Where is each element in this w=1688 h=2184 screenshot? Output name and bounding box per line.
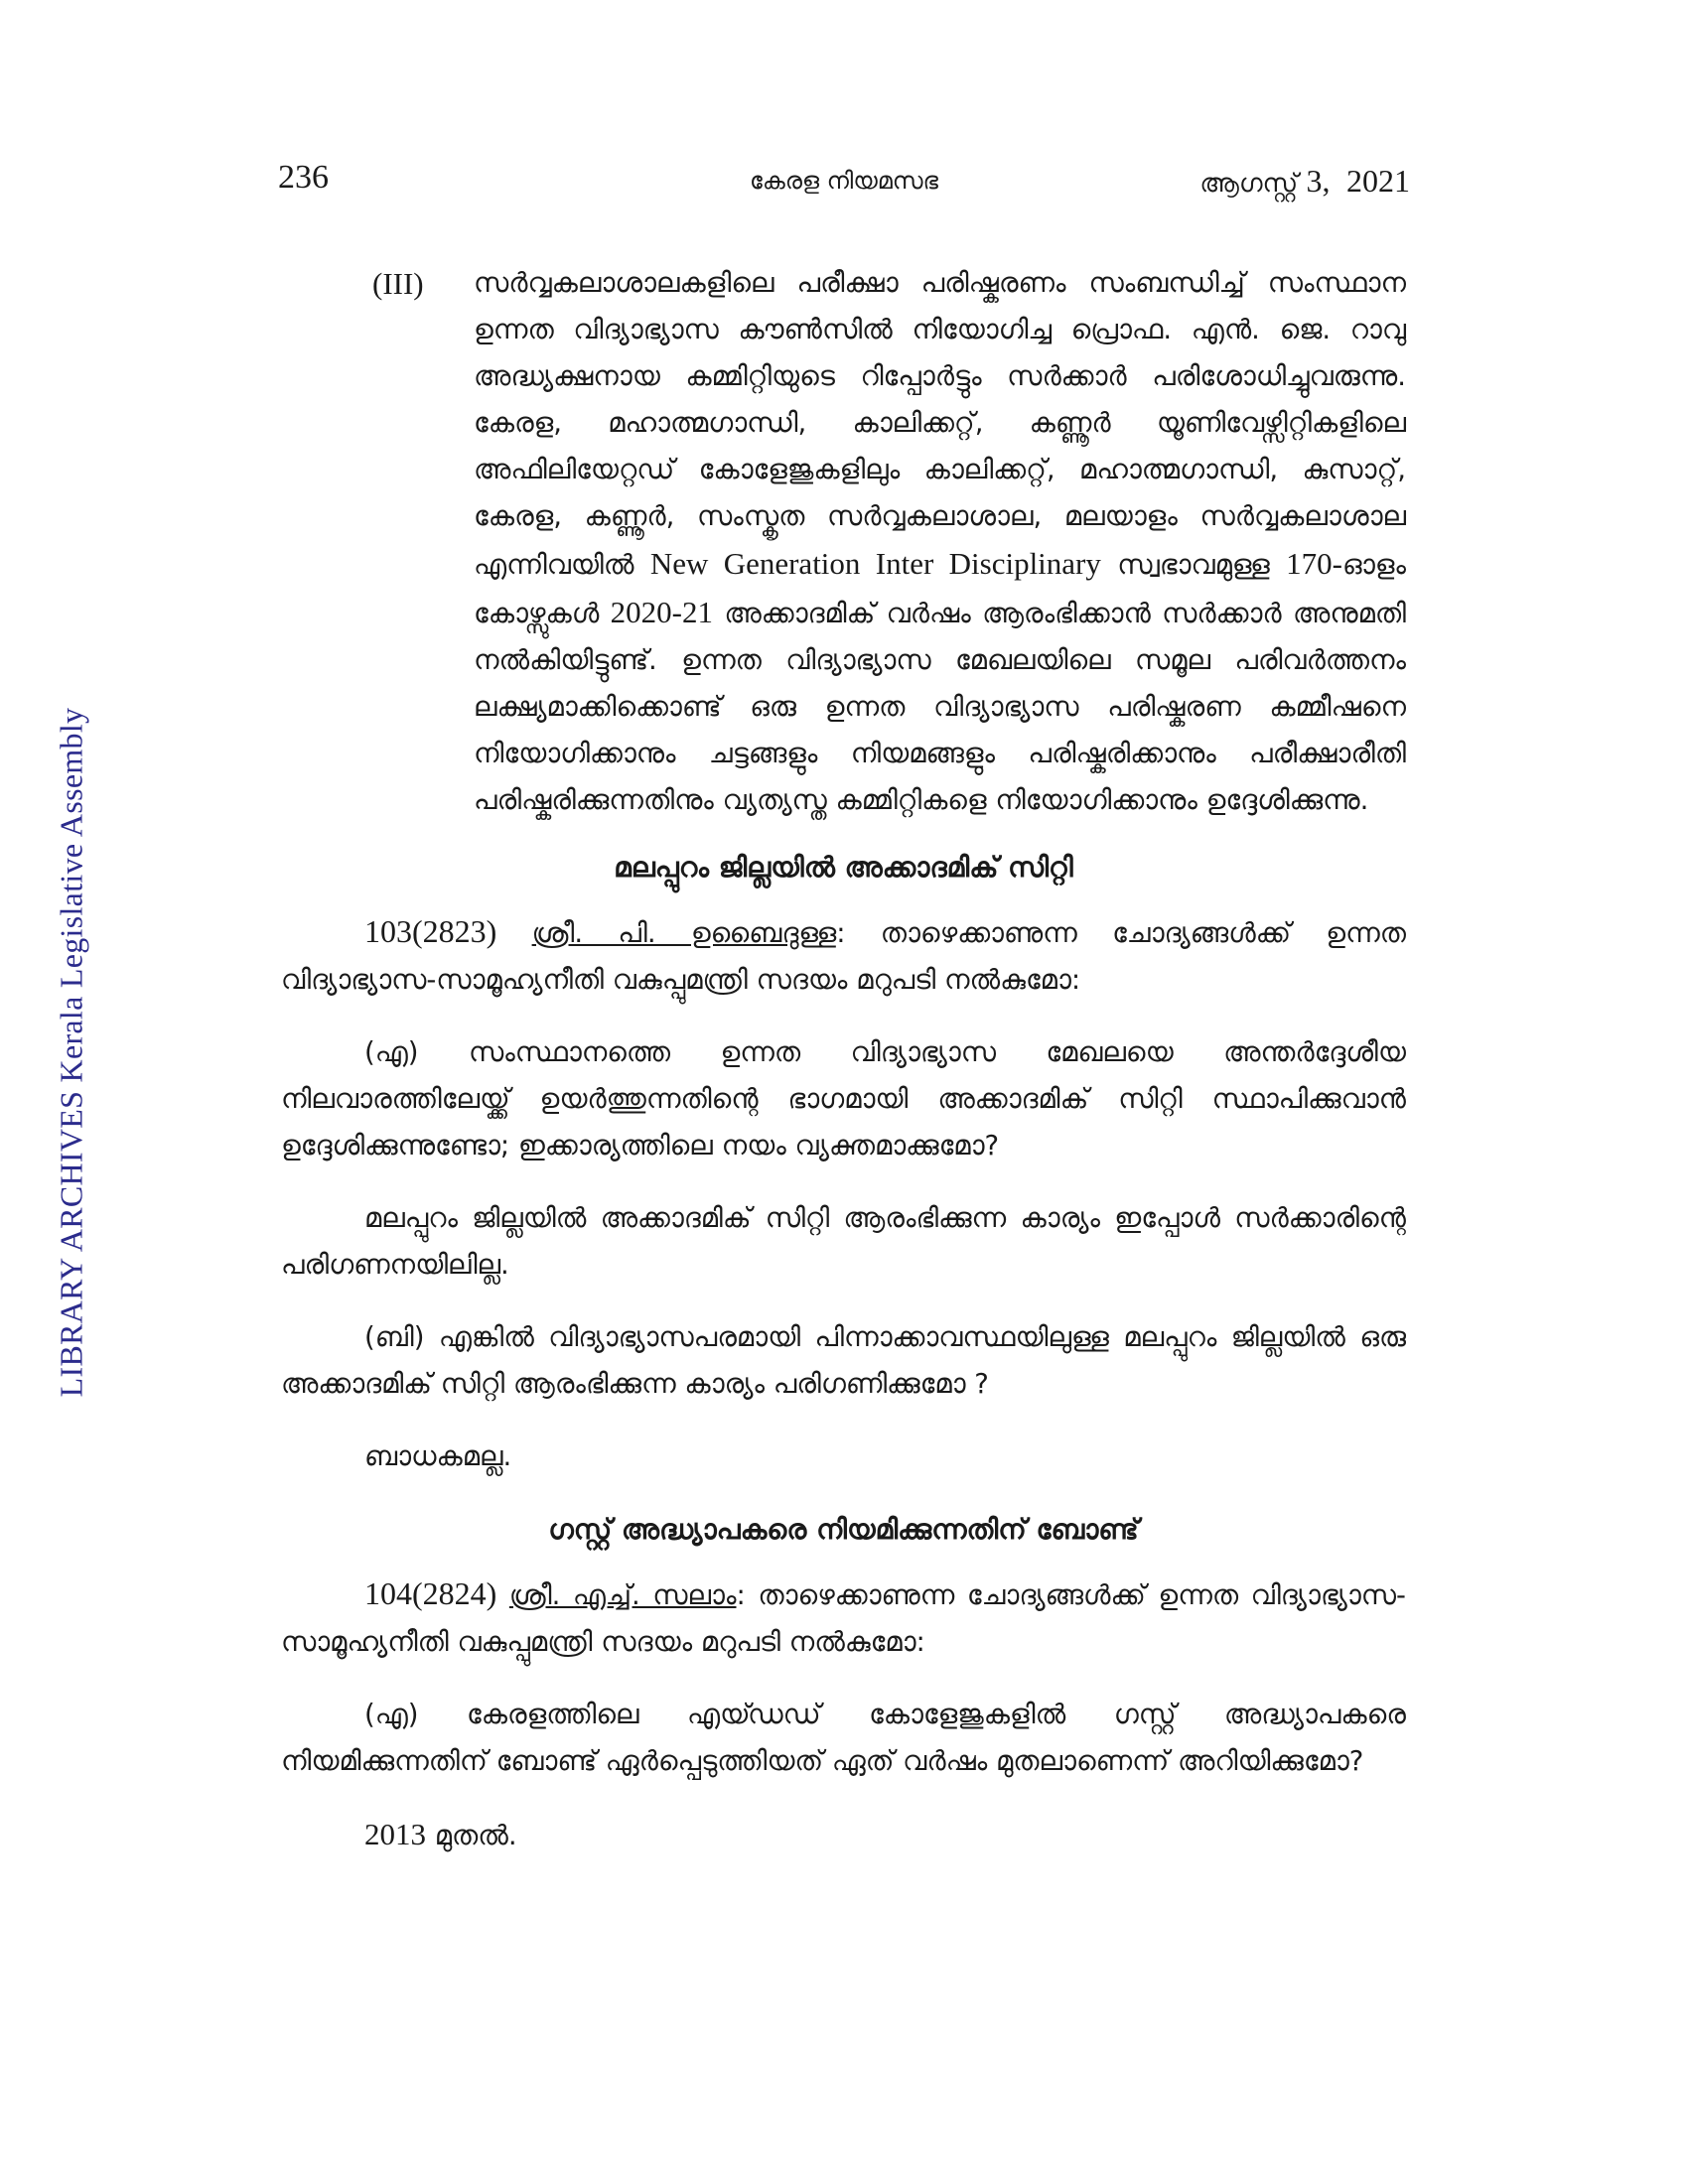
section-heading: ഗസ്റ്റ് അദ്ധ്യാപകരെ നിയമിക്കുന്നതിന് ബോണ്ട് (548, 1513, 1139, 1546)
answer-a: മലപ്പുറം ജില്ലയിൽ അക്കാദമിക് സിറ്റി ആരംഭിക്കുന്ന കാര്യം ഇപ്പോൾ സർക്കാരിന്റെ പരിഗണനയിലില്ല. (281, 1202, 1406, 1281)
question-intro-text: : താഴെക്കാണുന്ന ചോദ്യങ്ങൾക്ക് ഉന്നത വിദ്യാഭ്യാസ-സാമൂഹ്യനീതി വകുപ്പുമന്ത്രി സദയം മറുപടി നൽകുമോ: (281, 917, 1406, 996)
page-body (281, 260, 1406, 1885)
question-intro (281, 908, 1406, 1004)
item-text-latin: New Generation Inter Disciplinary (649, 546, 1101, 581)
date-day: 3, (1306, 163, 1331, 199)
page-number: 236 (278, 159, 329, 196)
answer-year: 2013 (364, 1817, 426, 1851)
page-header-date (1199, 163, 1410, 200)
member-name: ശ്രീ. പി. ഉബൈദുള്ള (531, 917, 837, 949)
question-number: 104(2824) (364, 1575, 497, 1611)
section-heading: മലപ്പുറം ജില്ലയിൽ അക്കാദമിക് സിറ്റി (614, 851, 1073, 884)
question-number: 103(2823) (364, 913, 497, 949)
answer-a (281, 1811, 1406, 1859)
answer-text: മുതൽ. (434, 1820, 517, 1851)
item-text-part: സ്വഭാവമുള്ള (1117, 549, 1270, 581)
question-intro (281, 1570, 1406, 1666)
member-name: ശ്രീ. എച്ച്. സലാം (508, 1579, 737, 1611)
item-text-part: അക്കാദമിക് വർഷം ആരംഭിക്കാൻ സർക്കാർ അനുമതി നൽകിയിട്ടുണ്ട്. ഉന്നത വിദ്യാഭ്യാസ മേഖലയിലെ സമൂല പരിവർത്തനം ലക്ഷ്യമാക്കിക്കൊണ്ട് ഒരു ഉന്നത വിദ്യാഭ്യാസ പരിഷ്കരണ കമ്മീഷനെ നിയോഗിക്കാനും ചട്ടങ്ങളും നിയമങ്ങളും പരിഷ്കരിക്കാനും പരീക്ഷാരീതി പരിഷ്കരിക്കുന്നതിനും വ്യത്യസ്ത കമ്മിറ്റികളെ നിയോഗിക്കാനും ഉദ്ദേശിക്കുന്നു. (474, 598, 1406, 816)
question-a: (എ) കേരളത്തിലെ എയ്ഡഡ് കോളേജുകളിൽ ഗസ്റ്റ് അദ്ധ്യാപകരെ നിയമിക്കുന്നതിന് ബോണ്ട് ഏർപ്പെടുത്തിയത് ഏത് വർഷം മുതലാണെന്ന് അറിയിക്കുമോ? (281, 1699, 1406, 1777)
answer-b: ബാധകമല്ല. (364, 1440, 512, 1472)
date-month: ആഗസ്റ്റ് (1199, 169, 1299, 199)
item-text (474, 260, 1406, 824)
archive-watermark: LIBRARY ARCHIVES Kerala Legislative Assembly (53, 707, 89, 1398)
item-label: (III) (372, 266, 424, 301)
item-text-number: 170- (1286, 546, 1342, 581)
question-b: (ബി) എങ്കിൽ വിദ്യാഭ്യാസപരമായി പിന്നാക്കാവസ്ഥയിലുള്ള മലപ്പുറം ജില്ലയിൽ ഒരു അക്കാദമിക് സിറ്റി ആരംഭിക്കുന്ന കാര്യം പരിഗണിക്കുമോ ? (281, 1321, 1406, 1400)
item-text-part: സർവ്വകലാശാലകളിലെ പരീക്ഷാ പരിഷ്കരണം സംബന്ധിച്ച് സംസ്ഥാന ഉന്നത വിദ്യാഭ്യാസ കൗൺസിൽ നിയോഗിച്ച പ്രൊഫ. എൻ. ജെ. റാവു അദ്ധ്യക്ഷനായ കമ്മിറ്റിയുടെ റിപ്പോർട്ടും സർക്കാർ പരിശോധിച്ചുവരുന്നു. കേരള, മഹാത്മഗാന്ധി, കാലിക്കറ്റ്, കണ്ണൂർ യൂണിവേഴ്സിറ്റികളിലെ അഫിലിയേറ്റഡ് കോളേജുകളിലും കാലിക്കറ്റ്, മഹാത്മഗാന്ധി, കുസാറ്റ്, കേരള, കണ്ണൂർ, സംസ്കൃത സർവ്വകലാശാല, മലയാളം സർവ്വകലാശാല എന്നിവയിൽ (474, 267, 1406, 581)
page-header-title: കേരള നിയമസഭ (749, 167, 939, 195)
question-intro-text: : താഴെക്കാണുന്ന ചോദ്യങ്ങൾക്ക് ഉന്നത വിദ്യാഭ്യാസ-സാമൂഹ്യനീതി വകുപ്പുമന്ത്രി സദയം മറുപടി നൽകുമോ: (281, 1579, 1406, 1658)
answer-item-iii (281, 260, 1406, 824)
question-a: (എ) സംസ്ഥാനത്തെ ഉന്നത വിദ്യാഭ്യാസ മേഖലയെ അന്തർദ്ദേശീയ നിലവാരത്തിലേയ്ക്ക് ഉയർത്തുന്നതിന്റെ ഭാഗമായി അക്കാദമിക് സിറ്റി സ്ഥാപിക്കുവാൻ ഉദ്ദേശിക്കുന്നുണ്ടോ; ഇക്കാര്യത്തിലെ നയം വ്യക്തമാക്കുമോ? (281, 1036, 1406, 1161)
item-text-number: 2020-21 (610, 595, 713, 629)
date-year: 2021 (1346, 163, 1410, 199)
item-text-part: ഓളം കോഴ്സുകൾ (474, 549, 1406, 629)
